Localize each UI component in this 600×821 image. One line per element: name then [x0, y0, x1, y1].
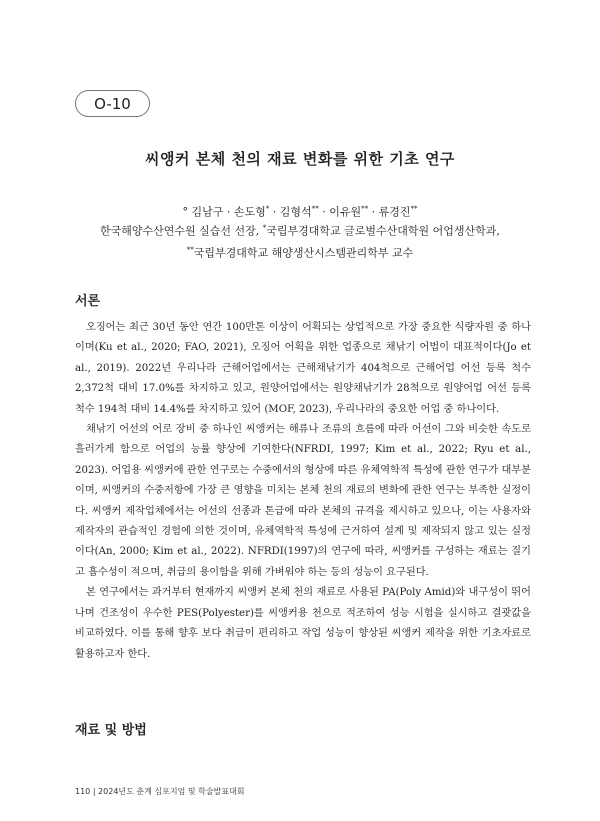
author-list: [0, 201, 600, 221]
affiliation-line-2: [0, 241, 600, 263]
author-name: 이유원: [329, 205, 362, 219]
intro-heading: 서론: [75, 294, 101, 309]
author-mark: *: [265, 205, 270, 213]
affiliation-mark: *: [262, 224, 267, 232]
affiliation-text: 국립부경대학교 해양생산시스템관리학부 교수: [193, 246, 414, 260]
author-name: 김형석: [279, 205, 312, 219]
paragraph: 채낚기 어선의 어로 장비 중 하나인 씨앵커는 해류나 조류의 흐름에 따라 어선이 그와 비슷한 속도로 흘러가게 함으로 어업의 능률 향상에 기여한다(NFRDI, 1997; Kim et al., 2022; Ryu et al., 2023). 어업용 씨앵커에 관한 연구로는 수중에서의 형상에 따른 유체역학적 특성에 관한 연구가 대부분이며, 씨앵커의 수중저항에 가장 큰 영향을 미치는 본체 천의 재료의 변화에 관한 연구는 부족한 실정이다. 씨앵커 제작업체에서는 어선의 선종과 톤급에 따라 본체의 규격을 제시하고 있으나, 이는 사용자와 제작자의 관습적인 경험에 의한 것이며, 유체역학적 특성에 근거하여 설계 및 제작되지 않고 있는 실정이다(An, 2000; Kim et al., 2022). NFRDI(1997)의 연구에 따라, 씨앵커를 구성하는 재료는 질기고 흡수성이 적으며, 취급의 용이함을 위해 가벼워야 하는 등의 성능이 요구된다.: [75, 424, 531, 578]
intro-body: [75, 318, 531, 665]
paper-title: 씨앵커 본체 천의 재료 변화를 위한 기초 연구: [145, 150, 455, 168]
author-separator: ·: [371, 205, 376, 219]
affiliation-text: 국립부경대학교 글로벌수산대학원 어업생산학과,: [266, 224, 500, 238]
page-footer: 110 | 2024년도 춘계 심포지엄 및 학술발표대회: [75, 787, 245, 796]
paragraph: 오징어는 최근 30년 동안 연간 100만톤 이상이 어획되는 상업적으로 가장 중요한 식량자원 중 하나이며(Ku et al., 2020; FAO, 2021), 오징어 어획을 위한 업종으로 채낚기 어법이 대표적이다(Jo et al., 2019). 2022년 우리나라 근해어업에서는 근해채낚기가 404척으로 근해어업 어선 등록 척수 2,372척 대비 17.0%를 차지하고 있고, 원양어업에서는 원양채낚기가 28척으로 원양어업 어선 등록 척수 194척 대비 14.4%를 차지하고 있어 (MOF, 2023), 우리나라의 중요한 어업 중 하나이다.: [75, 322, 531, 415]
methods-heading: 재료 및 방법: [75, 723, 147, 738]
session-code: O-10: [94, 94, 131, 113]
paragraph: 본 연구에서는 과거부터 현재까지 씨앵커 본체 천의 재료로 사용된 PA(Poly Amid)와 내구성이 뛰어나며 건조성이 우수한 PES(Polyester)를 씨앵커용 천으로 적조하여 성능 시험을 실시하고 결괏값을 비교하였다. 이를 통해 향후 보다 취급이 편리하고 작업 성능이 향상된 씨앵커 제작을 위한 기초자료로 활용하고자 한다.: [75, 587, 531, 660]
session-code-badge: [75, 90, 150, 117]
author-mark: **: [410, 205, 418, 213]
affiliation-text: 한국해양수산연수원 실습선 선장,: [100, 224, 263, 238]
author-mark: **: [311, 205, 319, 213]
author-separator: ·: [272, 205, 277, 219]
affiliation-line-1: [0, 219, 600, 241]
author-mark: **: [361, 205, 369, 213]
affiliations: [0, 219, 600, 262]
author-separator: ·: [322, 205, 326, 219]
author-name: 김남구: [191, 205, 224, 219]
affiliation-mark: **: [186, 245, 194, 254]
author-separator: ·: [226, 205, 231, 219]
author-name: 류경진: [378, 205, 411, 219]
author-name: 손도형: [233, 205, 266, 219]
author-prefix: °: [182, 205, 189, 219]
